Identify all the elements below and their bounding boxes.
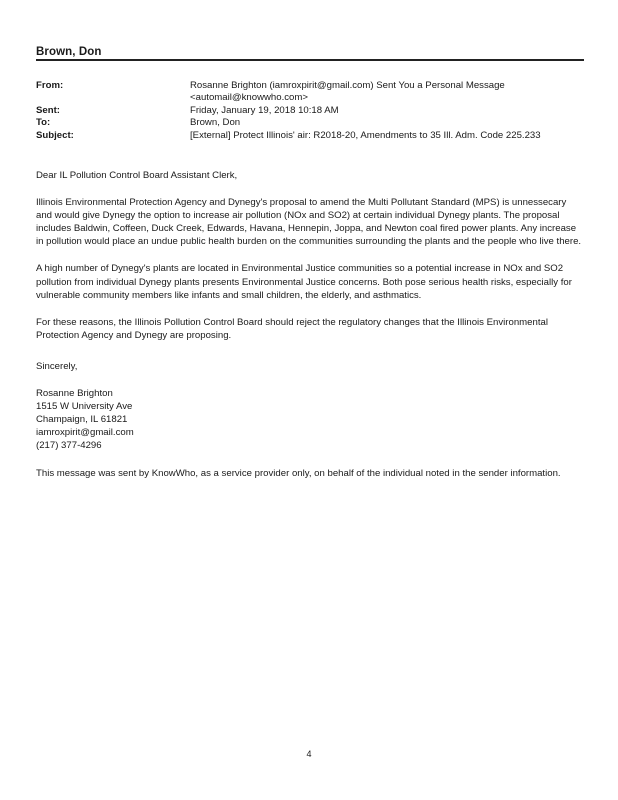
from-value [190, 80, 584, 105]
closing: Sincerely, [36, 360, 78, 372]
to-label: To: [36, 117, 51, 129]
from-row [36, 80, 584, 105]
subject-label: Subject: [36, 129, 74, 141]
paragraph-environmental-justice: A high number of Dynegy's plants are located in Environmental Justice communities so a potential increase in NOx and SO2 pollution from individual Dynegy plants presents Environmental Justice concerns. Both pose serious health risks, especially for vulnerable community members like infants and small children, the elderly, and asthmatics. [36, 263, 572, 301]
to-value: Brown, Don [190, 117, 241, 129]
knowwho-footer: This message was sent by KnowWho, as a service provider only, on behalf of the individual noted in the sender information. [36, 467, 561, 479]
from-sender: Rosanne Brighton (iamroxpirit@gmail.com) Sent You a Personal Message [190, 80, 505, 91]
email-header [36, 80, 584, 142]
paragraph-request: For these reasons, the Illinois Pollution Control Board should reject the regulatory changes that the Illinois Environmental Protection Agency and Dynegy are proposing. [36, 316, 548, 341]
to-row [36, 117, 584, 129]
sent-row [36, 105, 584, 117]
subject-row [36, 130, 584, 142]
from-sender-address: <automail@knowwho.com> [190, 92, 308, 104]
sent-value: Friday, January 19, 2018 10:18 AM [190, 104, 339, 116]
greeting: Dear IL Pollution Control Board Assistant Clerk, [36, 170, 238, 181]
mailbox-owner-name: Brown, Don [36, 46, 584, 61]
paragraph-proposal: Illinois Environmental Protection Agency and Dynegy's proposal to amend the Multi Pollutant Standard (MPS) is unnessecary and would give Dynegy the option to increase air pollution (NOx and SO2) at certain individual Dynegy plants. The proposal includes Baldwin, Coffeen, Duck Creek, Edwards, Havana, Hennepin, Joppa, and Newton coal fired power plants. Any increase in pollution would place an undue public health burden on the communities surrounding the plants and the people who live there. [36, 197, 582, 248]
page-number: 4 [306, 749, 312, 759]
signature-phone: (217) 377-4296 [36, 440, 102, 452]
subject-value: [External] Protect Illinois' air: R2018-20, Amendments to 35 Ill. Adm. Code 225.233 [190, 129, 541, 141]
signature-name: Rosanne Brighton [36, 388, 113, 400]
signature-block [36, 387, 584, 452]
signature-street: 1515 W University Ave [36, 401, 133, 413]
signature-city: Champaign, IL 61821 [36, 414, 128, 426]
signature-email: iamroxpirit@gmail.com [36, 427, 134, 439]
sent-label: Sent: [36, 104, 60, 116]
email-body [36, 169, 584, 480]
from-label: From: [36, 80, 64, 91]
